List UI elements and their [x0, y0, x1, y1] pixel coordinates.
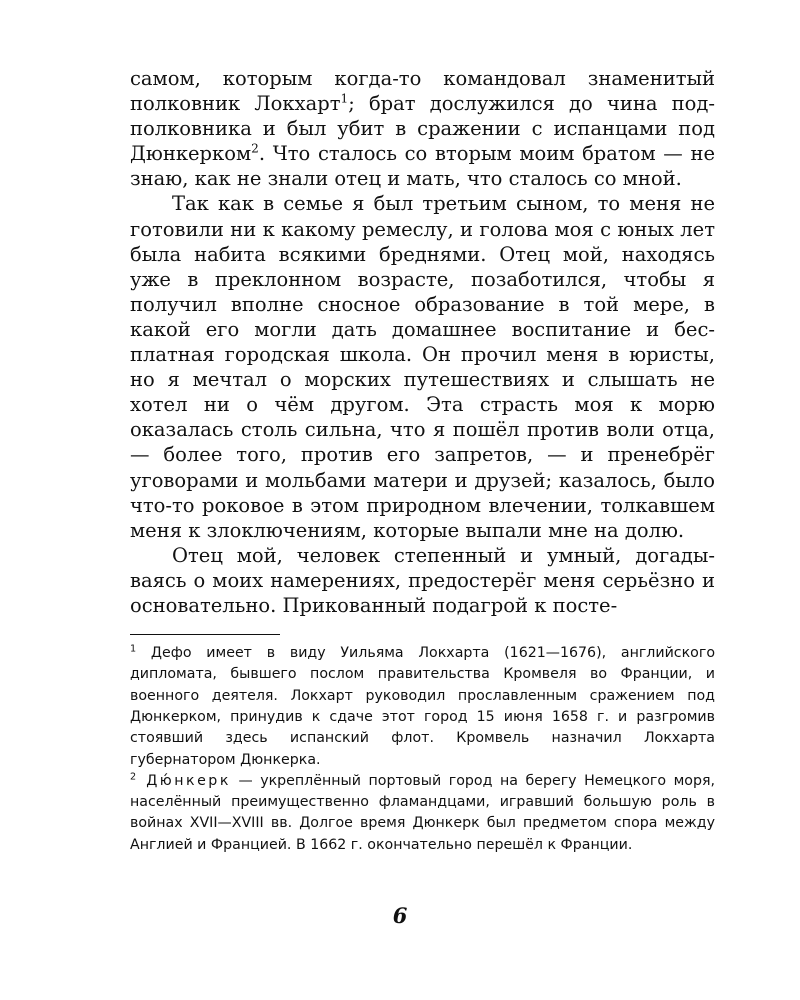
paragraph-1 — [130, 66, 715, 191]
footnote-1-text: Дефо имеет в виду Уильяма Локхарта (1621—1676), английского дипломата, бывшего послом правительства Кромвеля во Франции, и военного деятеля. Локхарт руководил прославленным сражением под Дюнкерком, принудив к сдаче этот город 15 июня 1658 г. и разгромив стоявший здесь испанский флот. Кромвель назначил Локхарта губернатором Дюнкерка. — [130, 645, 715, 768]
footnote-2-term: Дю́нкерк — [136, 772, 231, 789]
footnote-ref-2[interactable]: 2 — [251, 141, 259, 156]
footnote-2 — [130, 771, 715, 856]
footnote-2-text: — укреплённый портовый город на берегу Немецкого моря, населённый преимущественно фламандцами, игравший большую роль в войнах XVII—XVIII вв. Долгое время Дюнкерк был предметом спора между Англией и Францией. В 1662 г. окончательно перешёл к Франции. — [130, 772, 716, 853]
paragraph-1-part-c: . Что сталось со вторым моим братом — не знаю, как не знали отец и мать, что сталось со мной. — [130, 142, 715, 191]
footnote-ref-1[interactable]: 1 — [340, 91, 349, 106]
page-content — [130, 66, 715, 856]
paragraph-2: Так как в семье я был третьим сыном, то меня не готовили ни к какому ремеслу, и голова моя с юных лет была набита всякими бреднями. Отец мой, находясь уже в преклонном возрасте, позаботился, чтобы я получил вполне сносное образование в той мере, в какой его могли дать домашнее воспитание и бесплатная городская школа. Он прочил меня в юристы, но я мечтал о морских путешествиях и слышать не хотел ни о чём другом. Эта страсть моя к морю оказалась столь сильна, что я пошёл против воли отца, — более того, против его запретов, — и пренебрёг уговорами и мольбами матери и друзей; казалось, было что-то роковое в этом природном влечении, толкавшем меня к злоключениям, которые выпали мне на долю. — [130, 192, 715, 542]
footnote-1 — [130, 643, 715, 771]
page-number: 6 — [392, 903, 408, 928]
paragraph-3: Отец мой, человек степенный и умный, догадываясь о моих намерениях, предостерёг меня серьёзно и основательно. Прикованный подагрой к посте- — [130, 543, 715, 617]
footnote-2-mark: 2 — [130, 771, 137, 783]
footnote-divider — [130, 634, 280, 635]
paragraph-1-part-a: самом, которым когда-то командовал знаменитый полковник Локхарт — [130, 67, 715, 116]
paragraph-1-part-b: ; брат дослужился до чина подполковника и был убит в сражении с испанцами под Дюнкерком — [130, 92, 715, 166]
footnote-1-mark: 1 — [130, 643, 137, 655]
